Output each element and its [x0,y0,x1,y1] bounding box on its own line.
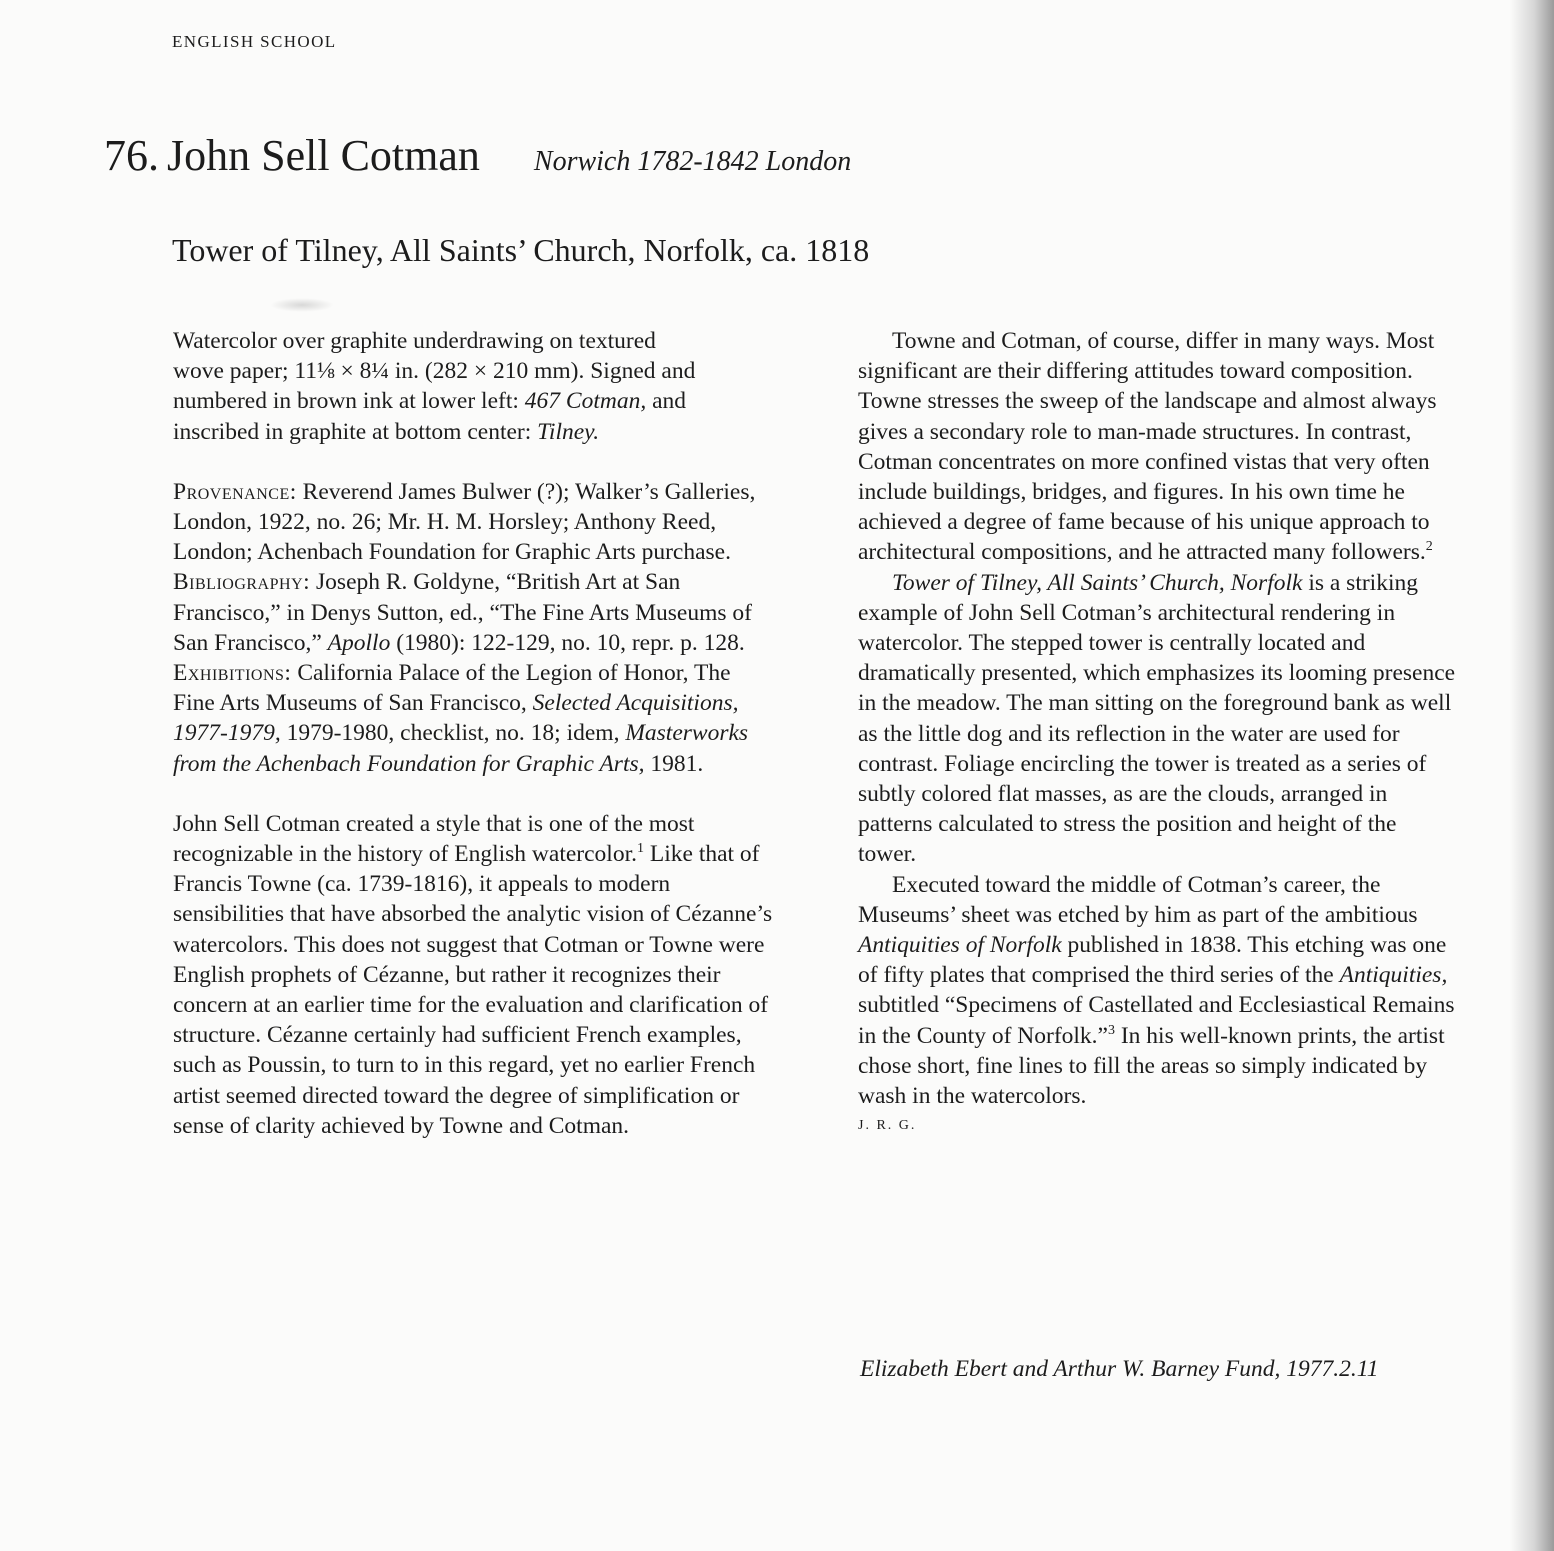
footnote-ref-1: 1 [637,841,644,857]
author-initials: J. R. G. [858,1118,917,1134]
left-column [173,326,773,1141]
artist-name: John Sell Cotman [167,131,480,180]
exhibitions-label: Exhibitions: [173,660,292,687]
exhibitions: Exhibitions: California Palace of the Legion of Honor, The Fine Arts Museums of San Francisco, Selected Acquisitions, 1977-1979, 1979-1980, checklist, no. 18; idem, Masterworks from the Achenbach Foundation for Graphic Arts, 1981. [173,660,749,777]
right-column [858,326,1458,1141]
provenance: Provenance: Reverend James Bulwer (?); Walker’s Galleries, London, 1922, no. 26; Mr. H. M. Horsley; Anthony Reed, London; Achenbach Foundation for Graphic Arts purchase. [173,478,756,566]
page-binding-shadow [1510,0,1554,1551]
credit-line: Elizabeth Ebert and Arthur W. Barney Fund, 1977.2.11 [860,1356,1379,1382]
essay-paragraph-1: John Sell Cotman created a style that is one of the most recognizable in the history of English watercolor.$^1$ Like that of Francis Towne (ca. 1739-1816), it appeals to modern sensibilities that have absorbed the analytic vision of Cézanne’s watercolors. This does not suggest that Cotman or Towne were English prophets of Cézanne, but rather it recognizes their concern at an earlier time for the evaluation and clarification of structure. Cézanne certainly had sufficient French examples, such as Poussin, to turn to in this regard, yet no earlier French artist seemed directed toward the degree of simplification or sense of clarity achieved by Towne and Cotman. [173,810,773,1139]
essay-paragraph-2: Towne and Cotman, of course, differ in many ways. Most significant are their differing attitudes toward composition. Towne stresses the sweep of the landscape and almost always gives a secondary role to man-made structures. In contrast, Cotman concentrates on more confined vistas that very often include buildings, bridges, and figures. In his own time he achieved a degree of fame because of his unique approach to architectural compositions, and he attracted many followers.$^2$ [858,328,1437,566]
provenance-label: Provenance: [173,478,297,505]
entry-number: 76. [104,131,159,180]
footnote-ref-2: 2 [1425,539,1433,555]
essay-paragraph-4: Executed toward the middle of Cotman’s career, the Museums’ sheet was etched by him as part of the ambitious Antiquities of Norfolk published in 1838. This etching was one of fifty plates that comprised the third series of the Antiquities, subtitled “Specimens of Castellated and Ecclesiastical Remains in the County of Norfolk.”$^3$ In his well-known prints, the artist chose short, fine lines to fill the areas so simply indicated by wash in the watercolors. [858,871,1455,1110]
running-head: ENGLISH SCHOOL [172,32,337,51]
medium-description: Watercolor over graphite underdrawing on textured wove paper; 11⅛ × 8¼ in. (282 × 210 mm). Signed and numbered in brown ink at lower left: 467 Cotman, and inscribed in graphite at bottom center: Tilney. [173,328,696,445]
bibliography-label: Bibliography: [173,569,311,596]
footnote-ref-3: 3 [1107,1022,1115,1038]
bibliography: Bibliography: Joseph R. Goldyne, “British Art at San Francisco,” in Denys Sutton, ed., “The Fine Arts Museums of San Francisco,” Apollo (1980): 122-129, no. 10, repr. p. 128. [173,569,752,656]
essay-paragraph-3: Tower of Tilney, All Saints’ Church, Norfolk is a striking example of John Sell Cotman’s architectural rendering in watercolor. The stepped tower is centrally located and dramatically presented, which emphasizes its looming presence in the meadow. The man sitting on the foreground bank as well as the little dog and its reflection in the water are used for contrast. Foliage encircling the tower is treated as a series of subtly colored flat masses, as are the clouds, arranged in patterns calculated to stress the position and height of the tower. [858,569,1456,868]
artist-life-dates: Norwich 1782-1842 London [533,146,852,177]
artwork-title: Tower of Tilney, All Saints’ Church, Norfolk, ca. 1818 [172,232,870,268]
paper-smudge [270,298,334,312]
entry-heading [104,130,851,181]
